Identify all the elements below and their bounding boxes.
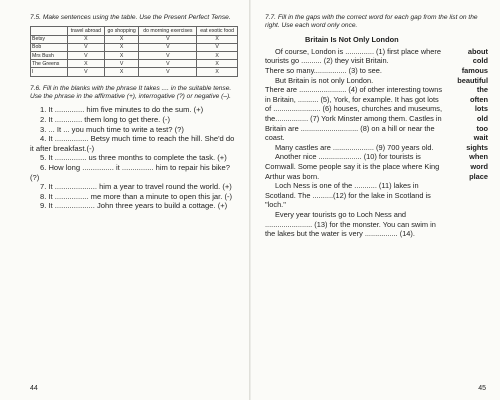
table-header-cell: do morning exercises — [139, 27, 197, 35]
story-title: Britain Is Not Only London — [305, 34, 399, 44]
table-row — [31, 35, 238, 43]
table-cell: I — [31, 68, 68, 76]
table-cell: X — [197, 68, 238, 76]
table-cell: V — [197, 43, 238, 51]
exercise-7-7-instruction: 7.7. Fill in the gaps with the correct word for each gap from the list on the right. Use each word only once. — [265, 14, 478, 30]
word-list-item: the — [476, 85, 488, 95]
table-cell: V — [68, 51, 105, 59]
word-list-item: lots — [474, 104, 488, 114]
story-text — [265, 47, 445, 239]
table-cell: X — [104, 43, 139, 51]
table-cell: V — [139, 60, 197, 68]
word-list-item: beautiful — [457, 75, 488, 85]
table-cell: V — [139, 35, 197, 43]
table-cell: X — [197, 60, 238, 68]
table-row — [31, 60, 238, 68]
table-header-cell: eat exotic food — [197, 27, 238, 35]
table-cell: X — [197, 35, 238, 43]
story-area — [265, 47, 488, 239]
story-paragraph: Another nice ..................... (10) for tourists is Cornwall. Some people say it is the place where King Arthur was born. — [265, 152, 440, 181]
story-paragraph: There so many................ (3) to see. — [265, 66, 382, 75]
story-paragraph: But Britain is not only London. — [275, 75, 374, 85]
table-cell: V — [104, 60, 139, 68]
story-paragraph: Every year tourists go to Loch Ness and ....................... (13) for the monster. You can swim in the lakes but the water is very ................ (14). — [265, 209, 436, 239]
word-list-item: sights — [466, 142, 488, 152]
table-cell: The Greens — [31, 60, 68, 68]
word-list-item: often — [469, 94, 488, 104]
word-list-item: about — [467, 46, 488, 56]
table-header-cell: go shopping — [104, 27, 139, 35]
exercise-item: 3. ... It ... you much time to write a test? (?) — [40, 124, 184, 134]
exercise-item: 9. It ................... John three years to build a cottage. (+) — [40, 201, 228, 211]
table-cell: V — [139, 68, 197, 76]
story-paragraph: There are ....................... (4) of other interesting towns in Britain, .......... (5), York, for example. It has got lots of ....................... (6) houses, churches and museums, the................ (7) York Minster among them. Castles in Britain are ............................ (8) on a hill or near the coast. — [265, 85, 443, 143]
exercise-item: 7. It .................... him a year to travel round the world. (+) — [40, 182, 232, 192]
story-paragraph: Of course, London is .............. (1) first place where tourists go .......... (2) they visit Britain. — [265, 46, 441, 66]
table-cell: X — [68, 60, 105, 68]
word-list-item: place — [469, 171, 488, 181]
right-page — [251, 0, 500, 400]
word-list-item: old — [476, 113, 488, 123]
table-row — [31, 43, 238, 51]
table-header-cell — [31, 27, 68, 35]
story-paragraph: Many castles are .................... (9) 700 years old. — [275, 142, 434, 152]
table-cell: Mrs Bush — [31, 51, 68, 59]
word-list-item: word — [470, 161, 488, 171]
word-list — [444, 47, 488, 181]
table-cell: V — [68, 68, 105, 76]
table-cell: X — [104, 68, 139, 76]
table-cell: X — [104, 51, 139, 59]
table-cell: X — [197, 51, 238, 59]
word-list-item: when — [469, 152, 488, 162]
exercise-item: 1. It .............. him five minutes to do the sum. (+) — [40, 105, 204, 115]
exercise-item: 5. It ............... us three months to complete the task. (+) — [40, 153, 227, 163]
word-list-item: famous — [461, 66, 488, 75]
table-cell: Bob — [31, 43, 68, 51]
exercise-7-5-instruction: 7.5. Make sentences using the table. Use the Present Perfect Tense. — [30, 14, 231, 21]
table-row — [31, 68, 238, 76]
table-cell: V — [139, 51, 197, 59]
word-list-item: cold — [472, 56, 488, 66]
word-list-item: wait — [473, 133, 488, 143]
exercise-item: 2. It ............. them long to get there. (-) — [40, 114, 170, 124]
page-number-left: 44 — [30, 385, 38, 392]
exercise-7-6-instruction: 7.6. Fill in the blanks with the phrase It takes .... in the suitable tense. Use the phrase in the affirmative (+), interrogative (?) or negative (–). — [30, 84, 232, 100]
word-list-item: too — [476, 123, 488, 133]
table-cell: V — [139, 43, 197, 51]
exercise-7-6-items — [30, 105, 235, 211]
page-number-right: 45 — [478, 385, 486, 392]
exercise-item: 8. It ................ me more than a minute to open this jar. (-) — [40, 191, 233, 201]
table-cell: Betsy — [31, 35, 68, 43]
exercise-item: 6. How long ............... it ............... him to repair his bike? (?) — [30, 162, 230, 182]
exercise-item: 4. It ................ Betsy much time to reach the hill. She'd do it after breakfast.(-) — [30, 134, 235, 153]
table-header-cell: travel abroad — [68, 27, 105, 35]
left-page — [0, 0, 249, 400]
table-cell: X — [68, 35, 105, 43]
table-cell: X — [104, 35, 139, 43]
table-header-row — [31, 27, 238, 35]
table-cell: V — [68, 43, 105, 51]
activities-table — [30, 26, 238, 76]
story-paragraph: Loch Ness is one of the ........... (11) lakes in Scotland. The ..........(12) for the lake in Scotland is "loch." — [265, 181, 431, 210]
table-row — [31, 51, 238, 59]
